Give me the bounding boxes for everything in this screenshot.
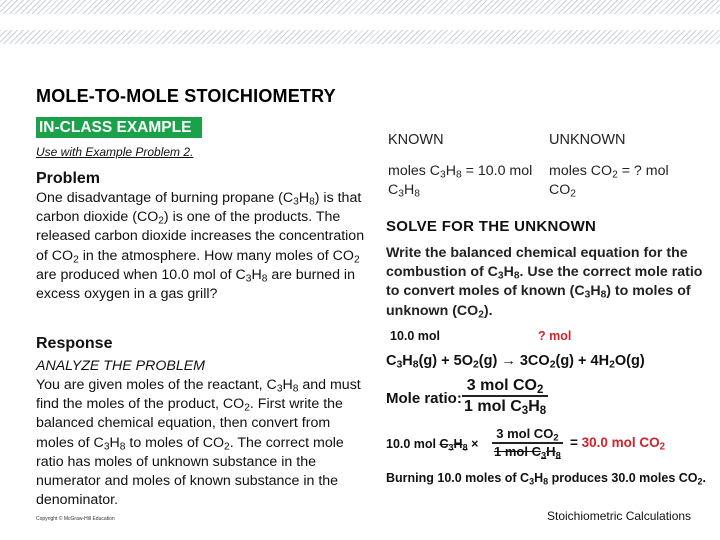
given-mol-label: 10.0 mol [390, 329, 441, 343]
solve-heading: SOLVE FOR THE UNKNOWN [386, 218, 597, 235]
problem-heading: Problem [36, 170, 101, 187]
response-text: You are given moles of the reactant, $C_3H_8$ and must find the moles of the product, $CO_2$. First write the balanced chemical equation, then convert from moles of $C_3H_8$ to moles of $CO_2$. The correct mole ratio has moles of unknown substance in the numerator and moles of known substance in the denominator. [36, 377, 361, 509]
response-heading: Response [36, 335, 113, 352]
footer-caption: Stoichiometric Calculations [547, 509, 692, 523]
calculation-result: = 30.0 mol $CO_2$ [570, 435, 666, 453]
conclusion-text: Burning 10.0 moles of $C_3H_8$ produces 30.0 moles $CO_2$. [386, 471, 707, 487]
second-hatch-band [0, 30, 720, 44]
unknown-mol-label: ? mol [538, 329, 572, 343]
known-header: KNOWN [388, 132, 444, 148]
known-value: moles $C_3H_8 = 10.0$ mol $C_3H_8$ [388, 163, 533, 200]
copyright-notice: Copyright © McGraw-Hill Education [36, 516, 115, 522]
balanced-equation: $C_3H_8(g) + 5O_2(g) \to 3CO_2(g) + 4H_2O(g)$ [386, 353, 645, 371]
unknown-header: UNKNOWN [549, 132, 626, 148]
calculation-given: 10.0 mol $C_3H_8$ × [386, 437, 479, 453]
unknown-value: moles $CO_2$ = ? mol $CO_2$ [549, 163, 669, 200]
analyze-heading: ANALYZE THE PROBLEM [36, 358, 205, 374]
calculation-fraction: 3 mol $CO_2$ 1 mol $C_3H_8$ [494, 426, 561, 461]
mole-ratio-fraction: 3 mol $CO_2$ 1 mol $C_3H_8$ [464, 377, 547, 417]
mole-ratio-label: Mole ratio: [386, 390, 462, 407]
in-class-example-banner: IN-CLASS EXAMPLE [36, 117, 202, 138]
top-hatch-band [0, 0, 720, 14]
problem-text: One disadvantage of burning propane $(C_3H_8)$ is that carbon dioxide $(CO_2)$ is one of the products. The released carbon dioxide increases the concentration of $CO_2$ in the atmosphere. How many moles of $CO_2$ are produced when 10.0 mol of $C_3H_8$ are burned in excess oxygen in a gas grill? [36, 190, 365, 303]
use-with-reference: Use with Example Problem 2. [36, 145, 194, 159]
solve-instructions: Write the balanced chemical equation for the combustion of $C_3H_8$. Use the correct mole ratio to convert moles of known $(C_3H_8)$ to moles of unknown $(CO_2)$. [386, 245, 703, 321]
page-title: MOLE-TO-MOLE STOICHIOMETRY [36, 86, 336, 106]
